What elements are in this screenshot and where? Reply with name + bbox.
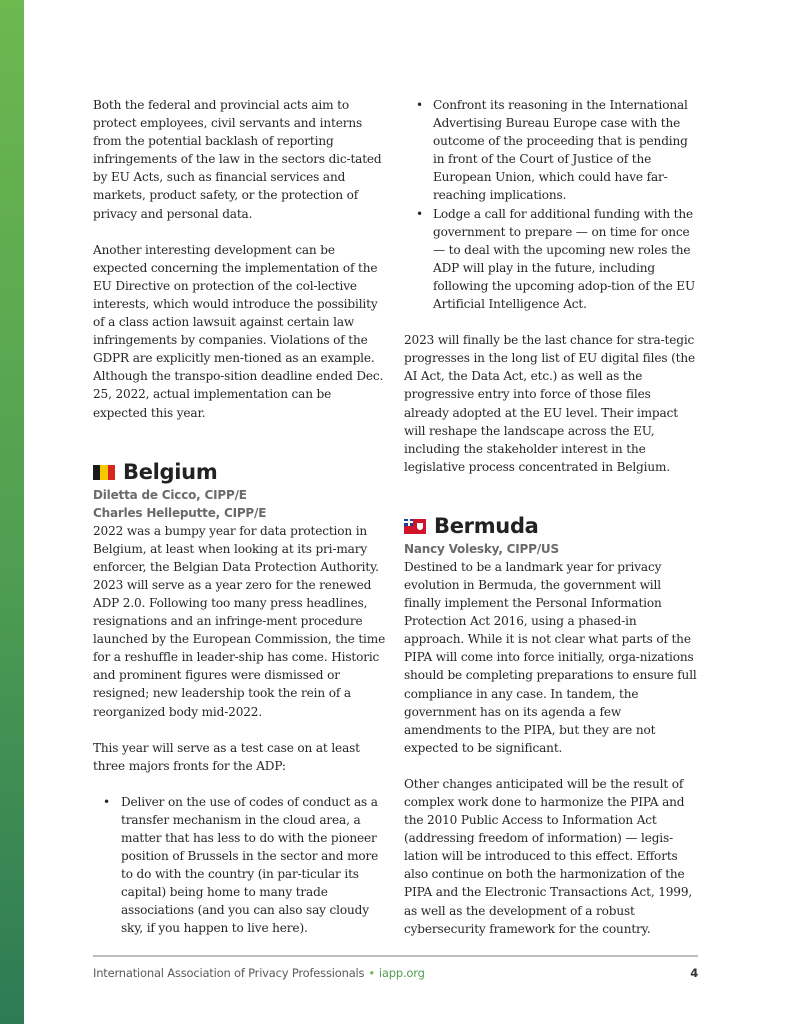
footer-separator: • (368, 966, 375, 980)
list-item: • Lodge a call for additional funding with the government to prepare — on time for once — to deal with the upcoming new roles the ADP will play in the future, including following the upcoming adop-tion of the EU Artificial Intelligence Act. (404, 205, 698, 314)
bermuda-flag-icon (404, 519, 426, 534)
footer-divider (93, 955, 698, 957)
bermuda-heading-text: Bermuda (434, 513, 539, 538)
bermuda-heading (404, 513, 698, 540)
belgium-bullet-list (93, 793, 387, 938)
page-footer (93, 966, 698, 980)
belgium-paragraph-2: This year will serve as a test case on at least three majors fronts for the ADP: (93, 740, 360, 773)
footer-org: International Association of Privacy Professionals (93, 966, 365, 980)
list-item: • Confront its reasoning in the International Advertising Bureau Europe case with the outcome of the proceeding that is pending in front of the Court of Justice of the European Union, which could have far-reaching implications. (404, 96, 698, 205)
belgium-flag-icon (93, 465, 115, 480)
intro-paragraph-2: Another interesting development can be expected concerning the implementation of the EU Directive on protection of the col-lective interests, which would introduce the possibility of a class action lawsuit against certain law infringements by companies. Violations of the GDPR are explicitly men-tioned as an example. Although the transpo-sition deadline ended Dec. 25, 2022, actual implementation can be expected this year. (93, 242, 384, 420)
belgium-closing-paragraph: 2023 will finally be the last chance for stra-tegic progresses in the long list of EU digital files (the AI Act, the Data Act, etc.) as well as the progressive entry into force of those files already adopted at the EU level. Their impact will reshape the landscape across the EU, including the stakeholder interest in the legislative process concentrated in Belgium. (404, 333, 696, 474)
intro-paragraph-1: Both the federal and provincial acts aim to protect employees, civil servants and interns from the potential backlash of reporting infringements of the law in the sectors dic-tated by EU Acts, such as financial services and markets, product safety, or the protection of privacy and personal data. (93, 98, 382, 221)
belgium-bullet-list-continued (404, 96, 698, 313)
bermuda-paragraph-2: Other changes anticipated will be the result of complex work done to harmonize the PIPA and the 2010 Public Access to Information Act (addressing freedom of information) — legis-lation will be introduced to this effect. Efforts also continue on both the harmonization of the PIPA and the Electronic Transactions Act, 1999, as well as the development of a robust cybersecurity framework for the country. (404, 776, 693, 936)
left-column (93, 96, 387, 938)
belgium-author-1: Diletta de Cicco, CIPP/E (93, 487, 247, 502)
belgium-heading (93, 459, 387, 486)
list-item: • Deliver on the use of codes of conduct as a transfer mechanism in the cloud area, a matter that has less to do with the pioneer position of Brussels in the sector and more to do with the country (in par-ticular its capital) being home to many trade associations (and you can also say cloudy sky, if you happen to live here). (93, 793, 387, 938)
bermuda-paragraph-1: Destined to be a landmark year for privacy evolution in Bermuda, the government will finally implement the Personal Information Protection Act 2016, using a phased-in approach. While it is not clear what parts of the PIPA will come into force initially, orga-nizations should be completing preparations to ensure full compliance in any case. In tandem, the government has on its agenda a few amendments to the PIPA, but they are not expected to be significant. (404, 559, 697, 755)
belgium-heading-text: Belgium (123, 459, 218, 484)
bermuda-author: Nancy Volesky, CIPP/US (404, 541, 559, 556)
flag-stripe-yellow (100, 465, 107, 480)
footer-site-link[interactable]: iapp.org (378, 966, 425, 980)
right-column (404, 96, 698, 938)
belgium-author-2: Charles Helleputte, CIPP/E (93, 505, 267, 520)
flag-stripe-red (108, 465, 115, 480)
belgium-paragraph-1: 2022 was a bumpy year for data protection in Belgium, at least when looking at its pri-mary enforcer, the Belgian Data Protection Authority. 2023 will serve as a year zero for the renewed ADP 2.0. Following too many press headlines, resignations and an infringe-ment procedure launched by the European Commission, the time for a reshuffle in leader-ship has come. Historic and prominent figures were dismissed or resigned; new leadership took the rein of a reorganized body mid-2022. (93, 523, 386, 719)
green-sidebar-band (0, 0, 24, 1024)
flag-stripe-black (93, 465, 100, 480)
page-number: 4 (690, 966, 698, 980)
